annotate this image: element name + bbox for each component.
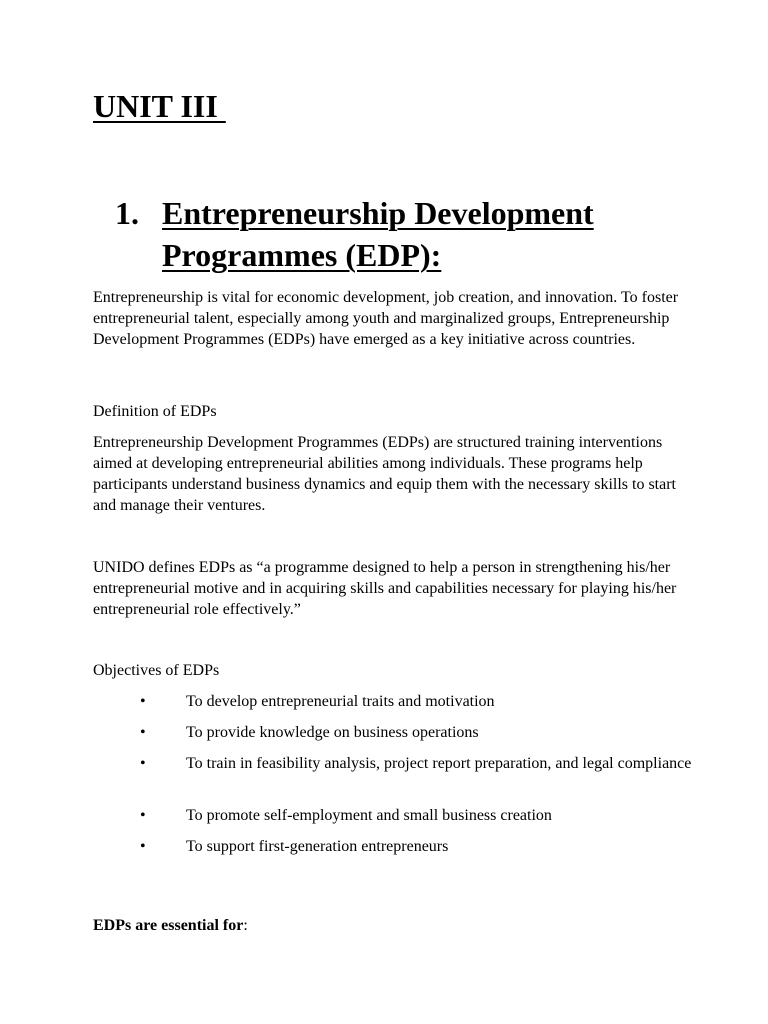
list-item (93, 722, 693, 743)
intro-paragraph: Entrepreneurship is vital for economic development, job creation, and innovation. To foster entrepreneurial talent, especially among youth and marginalized groups, Entrepreneurship Development Programmes (EDPs) have emerged as a key initiative across countries. (93, 289, 679, 348)
bullet-icon: • (140, 724, 146, 741)
essential-for-label-bold: EDPs are essential for (93, 917, 244, 934)
list-item (93, 805, 693, 826)
section-number: 1. (115, 195, 139, 231)
list-item (93, 691, 693, 712)
section-heading (115, 192, 715, 276)
definition-label: Definition of EDPs (93, 403, 217, 420)
objectives-label: Objectives of EDPs (93, 662, 220, 679)
bullet-icon: • (140, 838, 146, 855)
section-heading-text: Entrepreneurship Development Programmes (EDP): (162, 195, 594, 273)
list-item (93, 836, 693, 857)
essential-for-label-colon: : (243, 917, 248, 934)
list-item (93, 753, 693, 774)
list-item-text: To support first-generation entrepreneurs (186, 838, 449, 855)
essential-for-label (93, 915, 248, 936)
bullet-icon: • (140, 807, 146, 824)
unido-paragraph: UNIDO defines EDPs as “a programme designed to help a person in strengthening his/her entrepreneurial motive and in acquiring skills and capabilities necessary for playing his/her entrepreneurial role effectively.” (93, 559, 677, 618)
bullet-icon: • (140, 755, 146, 772)
bullet-icon: • (140, 693, 146, 710)
list-item-text: To promote self-employment and small business creation (186, 807, 552, 824)
list-item-text: To train in feasibility analysis, project report preparation, and legal compliance (186, 755, 692, 772)
list-item-text: To develop entrepreneurial traits and motivation (186, 693, 495, 710)
definition-paragraph: Entrepreneurship Development Programmes (EDPs) are structured training interventions aimed at developing entrepreneurial abilities among individuals. These programs help participants understand business dynamics and equip them with the necessary skills to start and manage their ventures. (93, 434, 676, 514)
list-item-text: To provide knowledge on business operations (186, 724, 479, 741)
unit-title: UNIT III (93, 88, 226, 124)
